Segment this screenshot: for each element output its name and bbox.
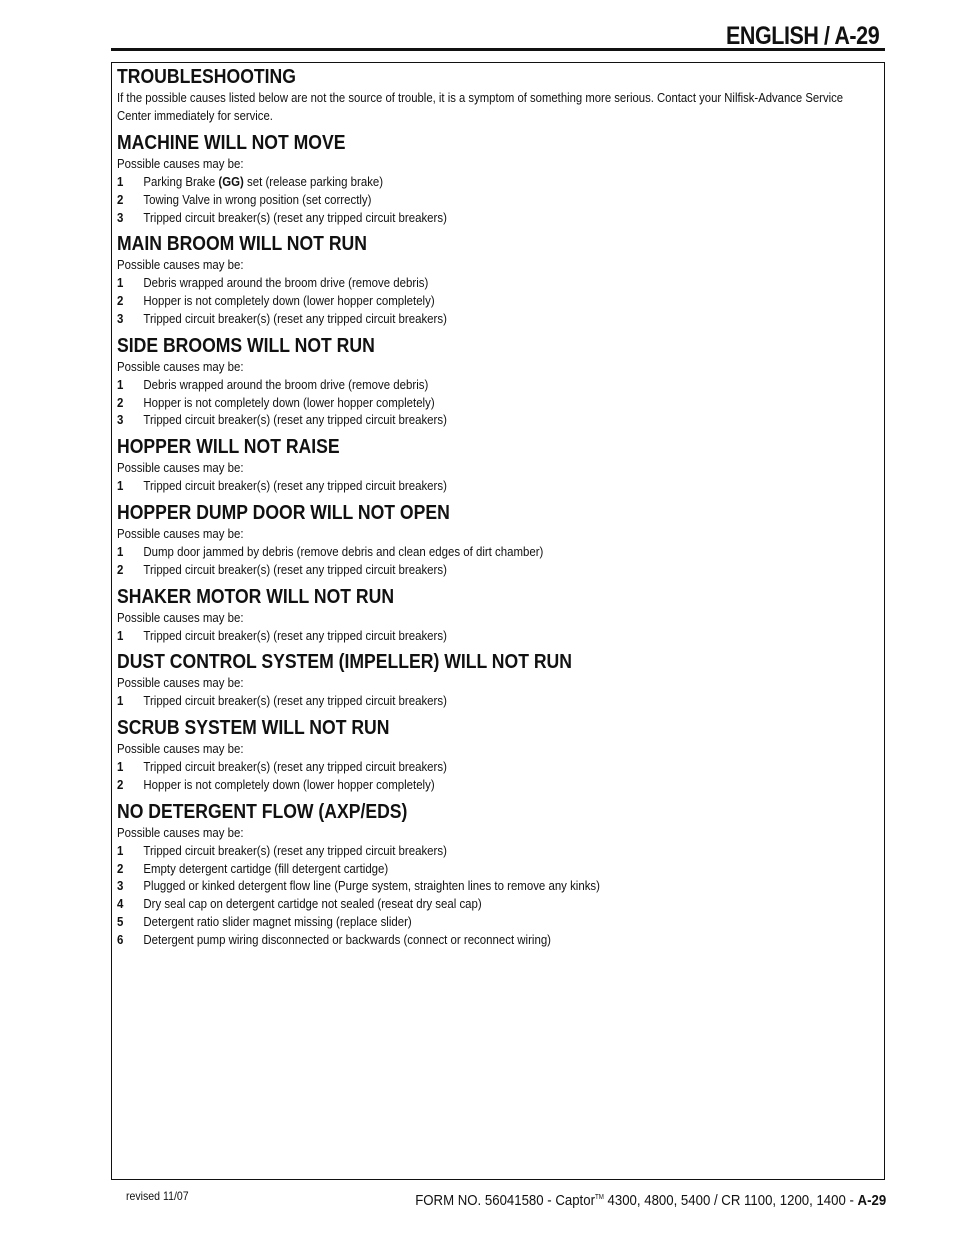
item-number: 2 xyxy=(117,394,124,410)
item-text: Debris wrapped around the broom drive (remove debris) xyxy=(143,275,429,291)
list-item xyxy=(117,895,786,913)
item-text: Hopper is not completely down (lower hopper completely) xyxy=(143,776,435,792)
item-text: Dump door jammed by debris (remove debris and clean edges of dirt chamber) xyxy=(143,543,544,559)
list-item xyxy=(117,627,786,645)
item-number: 1 xyxy=(117,174,124,189)
item-text: Tripped circuit breaker(s) (reset any tripped circuit breakers) xyxy=(143,627,447,643)
form-suffix: 4300, 4800, 5400 / CR 1100, 1200, 1400 - xyxy=(603,1192,858,1209)
list-item xyxy=(117,394,786,412)
item-number: 6 xyxy=(117,931,124,947)
list-item xyxy=(117,776,786,794)
causes-label: Possible causes may be: xyxy=(117,609,244,625)
section-title: MACHINE WILL NOT MOVE xyxy=(117,132,346,154)
item-text: Tripped circuit breaker(s) (reset any tripped circuit breakers) xyxy=(143,561,447,577)
content-box xyxy=(111,62,885,1180)
list-item xyxy=(117,209,786,227)
sections-container xyxy=(117,131,877,949)
list-item xyxy=(117,543,786,561)
list-item xyxy=(117,913,786,931)
troubleshooting-section xyxy=(117,334,877,429)
section-title: NO DETERGENT FLOW (AXP/EDS) xyxy=(117,800,408,823)
causes-label: Possible causes may be: xyxy=(117,525,244,541)
intro-text: If the possible causes listed below are not the source of trouble, it is a symptom of something more serious. Contact your Nilfisk-Advance Service Center immediately for service. xyxy=(117,90,844,123)
item-text: Plugged or kinked detergent flow line (Purge system, straighten lines to remove any kinks) xyxy=(143,878,600,894)
item-text: Tripped circuit breaker(s) (reset any tripped circuit breakers) xyxy=(143,693,447,709)
list-item xyxy=(117,274,786,292)
list-item xyxy=(117,692,786,710)
section-title: HOPPER WILL NOT RAISE xyxy=(117,436,340,459)
item-number: 2 xyxy=(117,776,124,792)
item-text: Empty detergent cartidge (fill detergent cartidge) xyxy=(143,860,389,876)
page-number: A-29 xyxy=(857,1192,886,1209)
item-number: 2 xyxy=(117,561,124,577)
item-number: 3 xyxy=(117,878,124,894)
item-number: 1 xyxy=(117,842,124,858)
cause-list xyxy=(117,842,877,949)
cause-list xyxy=(117,758,877,794)
item-text: Tripped circuit breaker(s) (reset any tripped circuit breakers) xyxy=(143,759,447,775)
list-item xyxy=(117,877,786,895)
causes-label: Possible causes may be: xyxy=(117,156,244,171)
form-prefix: FORM NO. 56041580 - Captor xyxy=(415,1192,595,1209)
item-text: Tripped circuit breaker(s) (reset any tripped circuit breakers) xyxy=(143,412,447,428)
item-number: 1 xyxy=(117,759,124,775)
intro-section xyxy=(117,65,877,125)
troubleshooting-section xyxy=(117,650,877,710)
causes-label: Possible causes may be: xyxy=(117,824,244,840)
item-number: 1 xyxy=(117,478,124,494)
item-number: 3 xyxy=(117,310,124,326)
cause-list xyxy=(117,173,877,226)
item-text: Towing Valve in wrong position (set correctly) xyxy=(143,191,372,207)
section-title: SHAKER MOTOR WILL NOT RUN xyxy=(117,585,395,608)
item-number: 1 xyxy=(117,627,124,643)
item-text: Hopper is not completely down (lower hopper completely) xyxy=(143,394,435,410)
item-text: Debris wrapped around the broom drive (remove debris) xyxy=(143,376,429,392)
item-number: 1 xyxy=(117,543,124,559)
item-number: 2 xyxy=(117,293,124,309)
item-text: Tripped circuit breaker(s) (reset any tripped circuit breakers) xyxy=(143,842,447,858)
item-reference-code: (GG) xyxy=(218,174,244,189)
trademark-symbol: TM xyxy=(594,1194,604,1201)
item-text: Tripped circuit breaker(s) (reset any tripped circuit breakers) xyxy=(143,310,447,326)
causes-label: Possible causes may be: xyxy=(117,257,244,273)
troubleshooting-section xyxy=(117,232,877,327)
causes-label: Possible causes may be: xyxy=(117,358,244,374)
revised-date: revised 11/07 xyxy=(126,1189,189,1203)
troubleshooting-section xyxy=(117,716,877,794)
section-title: SCRUB SYSTEM WILL NOT RUN xyxy=(117,717,390,740)
item-number: 4 xyxy=(117,896,124,912)
item-number: 1 xyxy=(117,376,124,392)
list-item xyxy=(117,310,786,328)
section-title: SIDE BROOMS WILL NOT RUN xyxy=(117,334,375,357)
item-text xyxy=(143,174,383,189)
item-number: 2 xyxy=(117,191,124,207)
item-text-pre: Parking Brake xyxy=(143,174,219,189)
item-number: 3 xyxy=(117,412,124,428)
list-item xyxy=(117,191,786,209)
page-title: ENGLISH / A-29 xyxy=(725,22,879,50)
item-text-post: set (release parking brake) xyxy=(243,174,384,189)
item-text: Detergent ratio slider magnet missing (replace slider) xyxy=(143,913,412,929)
item-text: Hopper is not completely down (lower hopper completely) xyxy=(143,293,435,309)
page-header xyxy=(111,22,885,51)
form-number xyxy=(415,1192,886,1209)
item-number: 3 xyxy=(117,209,124,225)
list-item xyxy=(117,842,786,860)
troubleshooting-section xyxy=(117,435,877,495)
list-item xyxy=(117,860,786,878)
section-title: HOPPER DUMP DOOR WILL NOT OPEN xyxy=(117,501,450,524)
item-number: 5 xyxy=(117,913,124,929)
cause-list xyxy=(117,543,877,579)
causes-label: Possible causes may be: xyxy=(117,741,244,757)
item-number: 1 xyxy=(117,693,124,709)
item-number: 1 xyxy=(117,275,124,291)
list-item xyxy=(117,173,786,191)
content xyxy=(117,65,877,949)
troubleshooting-section xyxy=(117,585,877,645)
item-text: Detergent pump wiring disconnected or backwards (connect or reconnect wiring) xyxy=(143,931,551,947)
troubleshooting-section xyxy=(117,501,877,579)
causes-label: Possible causes may be: xyxy=(117,460,244,476)
causes-label: Possible causes may be: xyxy=(117,675,244,691)
item-text: Dry seal cap on detergent cartidge not sealed (reseat dry seal cap) xyxy=(143,896,482,912)
cause-list xyxy=(117,274,877,327)
item-text: Tripped circuit breaker(s) (reset any tripped circuit breakers) xyxy=(143,209,447,225)
cause-list xyxy=(117,627,877,645)
section-title: DUST CONTROL SYSTEM (IMPELLER) WILL NOT RUN xyxy=(117,651,572,674)
item-text: Tripped circuit breaker(s) (reset any tripped circuit breakers) xyxy=(143,478,447,494)
list-item xyxy=(117,931,786,949)
list-item xyxy=(117,292,786,310)
list-item xyxy=(117,376,786,394)
cause-list xyxy=(117,477,877,495)
list-item xyxy=(117,758,786,776)
list-item xyxy=(117,411,786,429)
troubleshooting-section xyxy=(117,800,877,949)
list-item xyxy=(117,561,786,579)
cause-list xyxy=(117,376,877,429)
item-number: 2 xyxy=(117,860,124,876)
section-title: MAIN BROOM WILL NOT RUN xyxy=(117,233,367,256)
section-title: TROUBLESHOOTING xyxy=(117,66,296,88)
troubleshooting-section xyxy=(117,131,877,226)
cause-list xyxy=(117,692,877,710)
list-item xyxy=(117,477,786,495)
